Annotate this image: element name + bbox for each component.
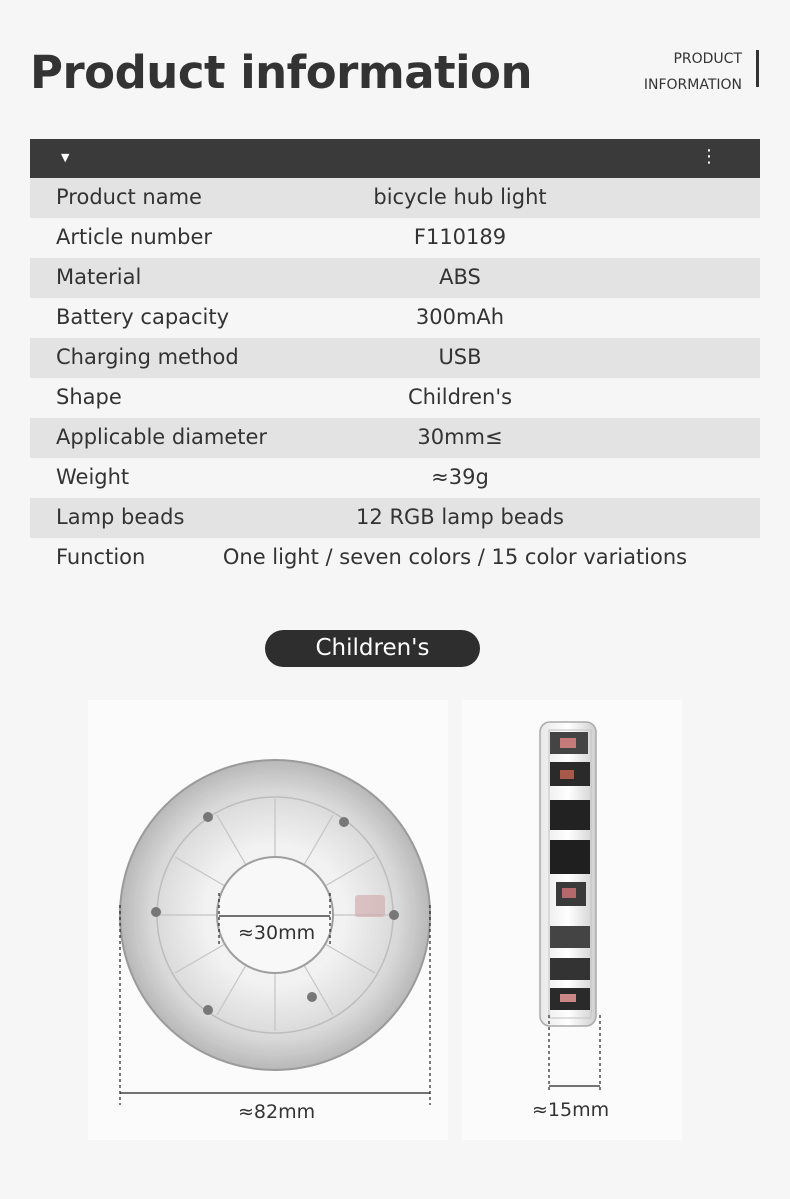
row-key: Charging method (56, 345, 239, 369)
row-key: Material (56, 265, 142, 289)
row-key: Weight (56, 465, 130, 489)
row-value: USB (438, 345, 482, 369)
row-value: 30mm≤ (417, 425, 503, 449)
hub-light-side-view (540, 722, 596, 1026)
row-key: Battery capacity (56, 305, 230, 329)
section-label-line1: PRODUCT (673, 51, 742, 67)
row-key: Product name (56, 185, 202, 209)
hub-light-front-view (120, 760, 430, 1070)
page-title: Product information (30, 46, 532, 99)
row-value: Children's (407, 385, 513, 409)
inner-diameter-label: ≈30mm (238, 922, 316, 944)
variant-pill: Children's (265, 630, 480, 667)
row-key: Shape (56, 385, 122, 409)
row-value: ≈39g (431, 465, 489, 489)
caret-down-icon[interactable]: ▼ (61, 151, 70, 164)
row-value: One light / seven colors / 15 color variations (222, 545, 688, 569)
section-label-line2: INFORMATION (643, 77, 742, 93)
row-key: Lamp beads (56, 505, 185, 529)
row-value: 300mAh (415, 305, 505, 329)
row-key: Function (56, 545, 146, 569)
kebab-menu-icon[interactable]: ⋮ (700, 146, 718, 167)
row-value: 12 RGB lamp beads (356, 505, 564, 529)
row-value: bicycle hub light (373, 185, 547, 209)
row-key: Article number (56, 225, 213, 249)
row-key: Applicable diameter (56, 425, 268, 449)
row-value: F110189 (413, 225, 507, 249)
thickness-label: ≈15mm (532, 1099, 610, 1121)
outer-diameter-label: ≈82mm (238, 1101, 316, 1123)
row-value: ABS (439, 265, 481, 289)
